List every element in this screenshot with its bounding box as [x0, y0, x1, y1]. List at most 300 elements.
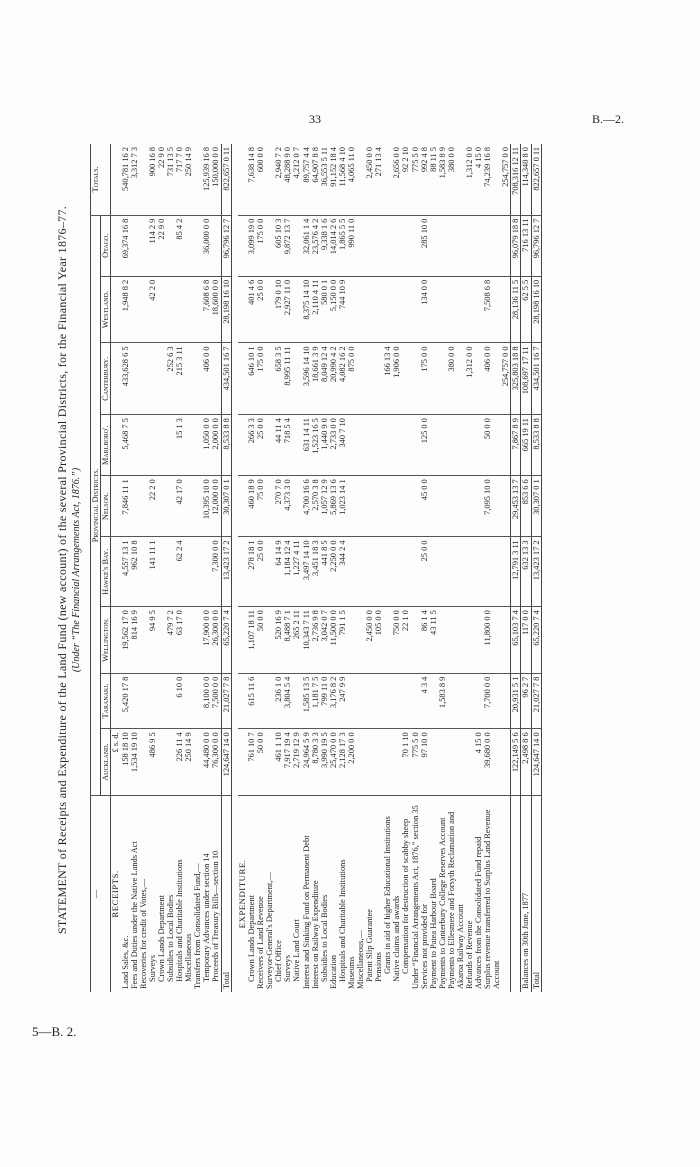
amount-cell [447, 276, 465, 343]
amount-cell [392, 729, 401, 796]
amount-cell [383, 729, 392, 796]
amount-cell: 2,450 0 0 [365, 607, 374, 674]
amount-cell: 76,300 0 0 [211, 732, 221, 768]
row-label: Receivers of Land Revenue [256, 796, 265, 993]
amount-cell [139, 673, 148, 729]
empty-cell [111, 144, 121, 215]
amount-cell: 50 0 0 [256, 732, 266, 754]
amount-cell [447, 415, 465, 476]
amount-cell: 21,027 7 8 [531, 673, 541, 729]
description-header: — [91, 796, 111, 993]
amount-cell [429, 343, 438, 415]
amount-cell: 8,049 12 4 [320, 343, 329, 415]
amount-cell: 8,533 8 8 [221, 415, 231, 476]
empty-cell [238, 276, 248, 343]
amount-cell [401, 215, 410, 276]
amount-cell: 1,181 7 5 [311, 673, 320, 729]
footer-code: 5—B. 2. [32, 1024, 77, 1039]
amount-cell [474, 537, 483, 607]
receipts-heading: RECEIPTS. [111, 796, 121, 993]
amount-cell [139, 276, 148, 343]
amount-cell [211, 215, 221, 276]
amount-cell [193, 476, 202, 537]
amount-cell [383, 215, 392, 276]
amount-cell: 1,523 16 5 [311, 415, 320, 476]
amount-cell [411, 607, 420, 674]
amount-cell: 717 7 0 [175, 144, 184, 215]
amount-cell: 5,468 7 5 [121, 415, 130, 476]
amount-cell [202, 537, 211, 607]
amount-cell: 4,557 13 1 [121, 537, 130, 607]
amount-cell [157, 537, 166, 607]
amount-cell: 2,656 0 0 [392, 144, 401, 215]
amount-cell [474, 215, 483, 276]
amount-cell [447, 476, 465, 537]
amount-cell [184, 673, 193, 729]
amount-cell [265, 415, 274, 476]
amount-cell: 14,014 2 6 [329, 215, 338, 276]
amount-cell: 7,095 10 0 [483, 476, 501, 537]
amount-cell [184, 215, 193, 276]
amount-cell: 1,312 0 0 [465, 144, 474, 215]
amount-cell: 96,796 12 7 [531, 215, 541, 276]
amount-cell [483, 215, 501, 276]
amount-cell [157, 476, 166, 537]
amount-cell: 86 1 4 [420, 607, 429, 674]
amount-cell: 2,200 0 0 [346, 732, 356, 764]
amount-cell: 1,050 0 0 [202, 415, 211, 476]
expenditure-row [474, 144, 483, 992]
amount-cell: 44,480 0 0 [202, 732, 212, 768]
amount-cell: 875 0 0 [347, 343, 356, 415]
amount-cell [193, 607, 202, 674]
amount-cell: 731 13 5 [166, 144, 175, 215]
amount-cell: 799 11 0 [320, 673, 329, 729]
receipts-row [148, 144, 157, 992]
amount-cell [356, 276, 365, 343]
amount-cell [157, 673, 166, 729]
amount-cell: 580 0 1 [320, 276, 329, 343]
amount-cell: 344 2 4 [338, 537, 347, 607]
amount-cell: 7,638 14 8 [247, 144, 256, 215]
amount-cell [465, 476, 474, 537]
amount-cell: 150,000 0 0 [211, 144, 221, 215]
amount-cell: 9,338 1 6 [320, 215, 329, 276]
amount-cell [139, 729, 148, 796]
col-header-taranaki: Taranaki. [101, 673, 111, 729]
amount-cell [365, 215, 374, 276]
amount-cell [365, 276, 374, 343]
amount-cell [256, 673, 265, 729]
row-label: Balances on 30th June, 1877 [521, 796, 531, 993]
amount-cell: 479 7 2 [166, 607, 175, 674]
amount-cell [483, 537, 501, 607]
receipts-row [211, 144, 221, 992]
expenditure-row [265, 144, 274, 992]
amount-cell [392, 673, 401, 729]
row-label: Surveys [148, 796, 157, 993]
row-label: Subsidies to Local Bodies [320, 796, 329, 993]
empty-cell [111, 276, 121, 343]
amount-cell [438, 537, 447, 607]
amount-cell [139, 415, 148, 476]
row-label: Miscellaneous,— [356, 796, 365, 993]
empty-cell [238, 607, 248, 674]
amount-cell: 4 15 0 [474, 144, 483, 215]
amount-cell [157, 607, 166, 674]
amount-cell: 1,057 12 9 [320, 476, 329, 537]
amount-cell [429, 415, 438, 476]
row-label: Interest on Railway Expenditure [311, 796, 320, 993]
row-label: Under “Financial Arrangements Act, 1876,” section 35 [411, 796, 420, 993]
amount-cell: 30,307 0 1 [531, 476, 541, 537]
amount-cell [265, 276, 274, 343]
amount-cell: 36,000 0 0 [202, 215, 211, 276]
amount-cell: 42 17 0 [175, 476, 184, 537]
amount-cell: 708,316 12 11 [511, 144, 521, 215]
row-label: Native Land Court [292, 796, 301, 993]
row-label: Land Sales, &c. [121, 796, 130, 993]
amount-cell [429, 729, 438, 796]
amount-cell: 25 0 0 [256, 415, 265, 476]
amount-cell: 340 7 10 [338, 415, 347, 476]
amount-cell: 64 14 9 [274, 537, 283, 607]
empty-cell [238, 476, 248, 537]
amount-cell: 278 18 1 [247, 537, 256, 607]
amount-cell [347, 276, 356, 343]
amount-cell: 461 1 10 [274, 732, 284, 762]
amount-cell [265, 144, 274, 215]
amount-cell [401, 537, 410, 607]
amount-cell: 761 10 7 [247, 732, 257, 762]
amount-cell: 29,453 13 7 [511, 476, 521, 537]
amount-cell: 22 1 0 [401, 607, 410, 674]
amount-cell: 4,065 11 0 [347, 144, 356, 215]
amount-cell [356, 215, 365, 276]
row-label: Refunds of Revenue [465, 796, 474, 993]
row-label: Services not provided for [420, 796, 429, 993]
amount-cell [365, 673, 374, 729]
amount-cell [438, 215, 447, 276]
amount-cell: 7,917 19 4 [283, 732, 293, 768]
amount-cell: 2,110 4 11 [311, 276, 320, 343]
row-label: Subsidies to Local Bodies [166, 796, 175, 993]
amount-cell: 22 2 0 [148, 476, 157, 537]
empty-cell [238, 144, 248, 215]
amount-cell [356, 144, 365, 215]
amount-cell: 28,136 11 5 [511, 276, 521, 343]
amount-cell [383, 476, 392, 537]
amount-cell: 19,562 17 0 [121, 607, 130, 674]
amount-cell [474, 476, 483, 537]
amount-cell [383, 537, 392, 607]
amount-cell: 7,608 6 8 [202, 276, 211, 343]
amount-cell [184, 415, 193, 476]
amount-cell: 266 3 3 [247, 415, 256, 476]
amount-cell: 631 14 11 [302, 415, 311, 476]
expenditure-row [392, 144, 401, 992]
receipts-row [121, 144, 130, 992]
amount-cell: 236 1 0 [274, 673, 283, 729]
amount-cell [501, 673, 511, 729]
amount-cell: 50 0 0 [256, 607, 265, 674]
amount-cell: 750 0 0 [392, 607, 401, 674]
amount-cell [429, 215, 438, 276]
amount-cell [429, 276, 438, 343]
amount-cell: 615 11 6 [247, 673, 256, 729]
receipts-row [202, 144, 211, 992]
expenditure-row [329, 144, 338, 992]
empty-cell [111, 215, 121, 276]
amount-cell: 791 1 5 [338, 607, 347, 674]
amount-cell [157, 729, 166, 796]
amount-cell [401, 276, 410, 343]
amount-cell: 141 11 1 [148, 537, 157, 607]
amount-cell: 7,867 8 9 [511, 415, 521, 476]
amount-cell [411, 476, 420, 537]
amount-cell [501, 415, 511, 476]
amount-cell: 406 0 0 [483, 343, 501, 415]
amount-cell [184, 276, 193, 343]
amount-cell [139, 144, 148, 215]
amount-cell [356, 607, 365, 674]
amount-cell [438, 276, 447, 343]
amount-cell: 25,470 0 0 [328, 732, 338, 768]
expenditure-row [365, 144, 374, 992]
row-label [501, 796, 511, 993]
expenditure-row [347, 144, 356, 992]
amount-cell [374, 343, 383, 415]
amount-cell: 265 2 11 [292, 607, 301, 674]
amount-cell: 962 10 8 [130, 537, 139, 607]
amount-cell: 2,736 9 8 [311, 607, 320, 674]
receipts-row [130, 144, 139, 992]
row-label: Pensions [374, 796, 383, 993]
amount-cell: 8,533 8 8 [531, 415, 541, 476]
balances-row [521, 144, 531, 992]
amount-cell [365, 415, 374, 476]
amount-cell [292, 215, 301, 276]
expenditure-row [420, 144, 429, 992]
row-label: Payment to Patea Harbour Board [429, 796, 438, 993]
amount-cell: 2,927 11 0 [283, 276, 292, 343]
amount-cell: 1,312 0 0 [465, 343, 474, 415]
amount-cell [392, 537, 401, 607]
amount-cell: 32,061 1 4 [302, 215, 311, 276]
empty-cell [111, 343, 121, 415]
amount-cell [193, 537, 202, 607]
amount-cell: 250 14 9 [184, 732, 194, 762]
receipts-row [157, 144, 166, 992]
amount-cell: 434,501 16 7 [221, 343, 231, 415]
amount-cell [438, 607, 447, 674]
amount-cell [438, 729, 447, 796]
amount-cell: 1,227 4 11 [292, 537, 301, 607]
amount-cell [166, 415, 175, 476]
amount-cell: 3,990 19 5 [319, 732, 329, 768]
row-label: Surveys [283, 796, 292, 993]
amount-cell [501, 729, 511, 796]
amount-cell [265, 215, 274, 276]
amount-cell: 744 10 9 [338, 276, 347, 343]
expenditure-row [247, 144, 256, 992]
amount-cell: 88 11 5 [429, 144, 438, 215]
receipts-row [184, 144, 193, 992]
amount-cell: 600 0 0 [256, 144, 265, 215]
amount-cell: 1,948 8 2 [121, 276, 130, 343]
amount-cell [139, 343, 148, 415]
amount-cell [429, 476, 438, 537]
amount-cell: 63 17 0 [175, 607, 184, 674]
amount-cell: 665 19 11 [521, 415, 531, 476]
amount-cell: 2,498 8 6 [521, 732, 531, 764]
amount-cell: 1,585 13 5 [302, 673, 311, 729]
amount-cell: 70 1 10 [401, 732, 411, 758]
amount-cell: 1,906 0 0 [392, 343, 401, 415]
amount-cell [166, 673, 175, 729]
amount-cell [429, 537, 438, 607]
amount-cell: 270 7 0 [274, 476, 283, 537]
amount-cell: 36,553 5 11 [320, 144, 329, 215]
amount-cell [474, 673, 483, 729]
amount-cell: 4,373 3 0 [283, 476, 292, 537]
amount-cell: 441 8 5 [320, 537, 329, 607]
expenditure-row [411, 144, 420, 992]
amount-cell: 92 2 10 [401, 144, 410, 215]
amount-cell [166, 215, 175, 276]
row-label: Chief Office [274, 796, 283, 993]
amount-cell: 4,700 16 6 [302, 476, 311, 537]
amount-cell: 6 10 0 [175, 673, 184, 729]
amount-cell [447, 537, 465, 607]
amount-cell: 1,184 12 4 [283, 537, 292, 607]
receipts-row [166, 144, 175, 992]
col-header-marlboro: Marlboro'. [101, 415, 111, 476]
amount-cell: 718 5 4 [283, 415, 292, 476]
row-label: Fees and Duties under the Native Lands Act [130, 796, 139, 993]
amount-cell [501, 537, 511, 607]
row-label: Museums [347, 796, 356, 993]
amount-cell [184, 537, 193, 607]
amount-cell: 175 0 0 [256, 343, 265, 415]
empty-cell [238, 415, 248, 476]
empty-cell [238, 537, 248, 607]
amount-cell: 7,700 0 0 [483, 673, 501, 729]
amount-cell [465, 673, 474, 729]
amount-cell [193, 673, 202, 729]
amount-cell: 2,128 17 3 [337, 732, 347, 768]
amount-cell: 8,100 0 0 [202, 673, 211, 729]
amount-cell: 2,250 0 0 [329, 537, 338, 607]
amount-cell: 94 9 5 [148, 607, 157, 674]
row-label: Transfers from Consolidated Fund,— [193, 796, 202, 993]
amount-cell: 91,152 18 4 [329, 144, 338, 215]
amount-cell [292, 415, 301, 476]
amount-cell [265, 729, 274, 796]
amount-cell: 7,500 0 0 [211, 673, 221, 729]
lsd-header: £ s. d. [111, 732, 121, 753]
amount-cell: 62 2 4 [175, 537, 184, 607]
amount-cell: 254,757 0 0 [501, 144, 511, 215]
amount-cell: 158 18 10 [120, 732, 130, 766]
amount-cell: 13,423 17 2 [531, 537, 541, 607]
amount-cell: 15 1 3 [175, 415, 184, 476]
amount-cell: 2,733 0 0 [329, 415, 338, 476]
amount-cell: 460 18 9 [247, 476, 256, 537]
amount-cell [374, 215, 383, 276]
row-label [511, 796, 521, 993]
receipts-row [193, 144, 202, 992]
amount-cell [392, 276, 401, 343]
amount-cell [374, 415, 383, 476]
row-label: Education [329, 796, 338, 993]
amount-cell [401, 415, 410, 476]
amount-cell: 215 3 11 [175, 343, 184, 415]
row-label: Advances from the Consolidated Fund repaid [474, 796, 483, 993]
amount-cell: 25 0 0 [420, 537, 429, 607]
amount-cell: 179 0 10 [274, 276, 283, 343]
amount-cell [265, 537, 274, 607]
amount-cell: 1,865 5 5 [338, 215, 347, 276]
amount-cell: 8,780 3 3 [310, 732, 320, 764]
amount-cell: 45 0 0 [420, 476, 429, 537]
amount-cell [447, 215, 465, 276]
amount-cell: 822,657 0 11 [531, 144, 541, 215]
row-label: Compensation for destruction of scabby sheep [401, 796, 410, 993]
amount-cell: 8,375 14 10 [302, 276, 311, 343]
expenditure-heading-row [238, 144, 248, 992]
amount-cell [130, 343, 139, 415]
amount-cell: 250 14 9 [184, 144, 193, 215]
amount-cell: 62 5 5 [521, 276, 531, 343]
amount-cell: 285 10 0 [420, 215, 429, 276]
amount-cell: 3,312 7 3 [130, 144, 139, 215]
amount-cell [438, 476, 447, 537]
amount-cell: 1,023 14 1 [338, 476, 347, 537]
amount-cell: 124,647 14 0 [531, 729, 541, 796]
amount-cell [383, 607, 392, 674]
amount-cell [374, 537, 383, 607]
amount-cell [166, 537, 175, 607]
amount-cell: 125 0 0 [420, 415, 429, 476]
amount-cell [292, 276, 301, 343]
amount-cell [356, 537, 365, 607]
col-header-hawkes-bay: Hawke's Bay. [101, 537, 111, 607]
amount-cell: 632 13 3 [521, 537, 531, 607]
row-label: Temporary Advances under section 14 [202, 796, 211, 993]
amount-cell: 23,576 4 2 [311, 215, 320, 276]
amount-cell: 65,220 7 4 [221, 607, 231, 674]
amount-cell: 4,212 0 7 [292, 144, 301, 215]
empty-cell [238, 215, 248, 276]
empty-cell [238, 673, 248, 729]
empty-cell [238, 343, 248, 415]
amount-cell [139, 537, 148, 607]
amount-cell: 4 3 4 [420, 673, 429, 729]
row-label: Surplus revenue transferred to Surplus Land Revenue Account [483, 796, 501, 993]
row-label: Interest and Sinking Fund on Permanent Debt [302, 796, 311, 993]
amount-cell: 658 3 5 [274, 343, 283, 415]
amount-cell [411, 343, 420, 415]
amount-cell: 380 0 0 [447, 343, 465, 415]
col-header-auckland: Auckland. [101, 743, 111, 781]
amount-cell [401, 673, 410, 729]
amount-cell [411, 415, 420, 476]
expenditure-row [311, 144, 320, 992]
amount-cell: 822,657 0 11 [221, 144, 231, 215]
row-label: Payments to Ellesmere and Forsyth Reclamation and Akaroa Railway Account [447, 796, 465, 993]
amount-cell [374, 673, 383, 729]
